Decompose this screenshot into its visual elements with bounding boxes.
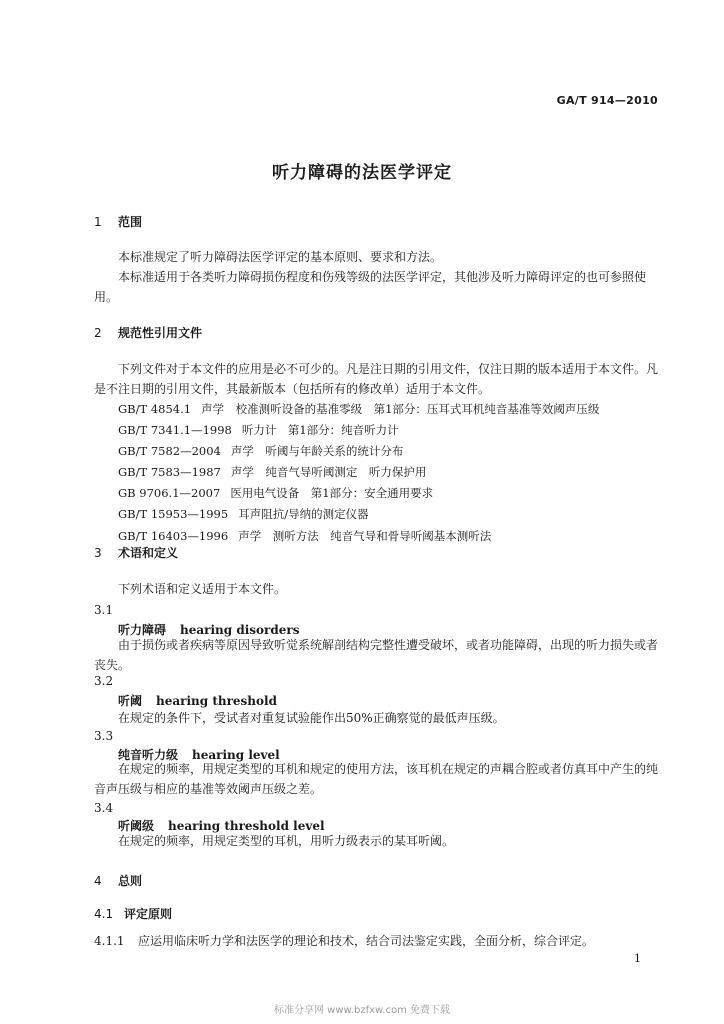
section-title: 规范性引用文件 (118, 326, 203, 340)
term-chinese: 听力障碍 (118, 623, 167, 637)
section-4-heading (94, 872, 142, 889)
section-number: 4 (94, 874, 102, 888)
reference-title: 声学 校准测听设备的基准零级 第1部分：压耳式耳机纯音基准等效阈声压级 (201, 402, 600, 416)
term-english: hearing threshold (156, 694, 277, 708)
section-number: 1 (94, 215, 102, 229)
section-2-para-1: 下列文件对于本文件的应用是必不可少的。凡是注日期的引用文件，仅注日期的版本适用于本文件。凡是不注日期的引用文件，其最新版本（包括所有的修改单）适用于本文件。 (94, 362, 659, 396)
term-heading (118, 692, 277, 709)
clause-item (94, 933, 594, 949)
section-title: 范围 (118, 215, 143, 229)
reference-item (118, 401, 599, 417)
section-1-para-1: 本标准规定了听力障碍法医学评定的基本原则、要求和方法。 (118, 250, 443, 264)
section-3-intro: 下列术语和定义适用于本文件。 (118, 582, 287, 596)
section-2-heading (94, 324, 202, 341)
subsection-heading (94, 905, 172, 922)
term-definition: 由于损伤或者疾病等原因导致听觉系统解剖结构完整性遭受破坏，或者功能障碍，出现的听力损失或者丧失。 (94, 638, 659, 672)
clause-text: 应运用临床听力学和法医学的理论和技术，结合司法鉴定实践，全面分析，综合评定。 (138, 934, 595, 948)
section-number: 3 (94, 546, 102, 560)
reference-code: GB/T 7341.1—1998 (118, 423, 232, 437)
reference-code: GB/T 7583—1987 (118, 465, 221, 479)
reference-title: 声学 听阈与年龄关系的统计分布 (230, 444, 404, 458)
reference-code: GB/T 15953—1995 (118, 507, 229, 521)
document-title: 听力障碍的法医学评定 (272, 163, 452, 183)
section-title: 术语和定义 (118, 546, 179, 560)
term-definition: 在规定的频率，用规定类型的耳机，用听力级表示的某耳听阈。 (118, 834, 455, 848)
term-definition: 在规定的条件下，受试者对重复试验能作出50%正确察觉的最低声压级。 (118, 711, 505, 725)
subsection-number: 4.1 (94, 907, 114, 921)
reference-item (118, 422, 399, 438)
reference-title: 耳声阻抗/导纳的测定仪器 (238, 507, 369, 521)
term-english: hearing level (192, 748, 280, 762)
term-number: 3.2 (94, 674, 114, 688)
subsection-title: 评定原则 (124, 907, 173, 921)
term-english: hearing threshold level (168, 819, 325, 833)
reference-item (118, 464, 426, 480)
section-1-para-2: 本标准适用于各类听力障碍损伤程度和伤残等级的法医学评定，其他涉及听力障碍评定的也可参照使用。 (94, 270, 647, 304)
term-chinese: 纯音听力级 (118, 748, 179, 762)
reference-item (118, 506, 369, 522)
reference-code: GB/T 4854.1 (118, 402, 192, 416)
page-number: 1 (634, 952, 641, 965)
footer-watermark: 标准分享网 www.bzfxw.com 免费下载 (274, 1005, 450, 1016)
reference-title: 医用电气设备 第1部分：安全通用要求 (230, 486, 434, 500)
term-number: 3.1 (94, 603, 114, 617)
reference-item (118, 485, 433, 501)
section-1-heading (94, 213, 142, 230)
document-number: GA/T 914—2010 (556, 94, 658, 107)
clause-number: 4.1.1 (94, 934, 125, 948)
reference-title: 听力计 第1部分：纯音听力计 (241, 423, 399, 437)
reference-title: 声学 纯音气导听阈测定 听力保护用 (230, 465, 427, 479)
term-number: 3.4 (94, 801, 114, 815)
reference-code: GB/T 7582—2004 (118, 444, 221, 458)
reference-item (118, 528, 491, 544)
term-definition: 在规定的频率，用规定类型的耳机和规定的使用方法，该耳机在规定的声耦合腔或者仿真耳中产生的纯音声压级与相应的基准等效阈声压级之差。 (94, 762, 659, 796)
reference-title: 声学 测听方法 纯音气导和骨导听阈基本测听法 (238, 529, 492, 543)
term-number: 3.3 (94, 729, 114, 743)
section-title: 总则 (118, 874, 143, 888)
term-chinese: 听阈级 (118, 819, 155, 833)
term-english: hearing disorders (180, 623, 300, 637)
section-number: 2 (94, 326, 102, 340)
term-chinese: 听阈 (118, 694, 143, 708)
reference-code: GB/T 16403—1996 (118, 529, 229, 543)
section-3-heading (94, 544, 178, 561)
reference-code: GB 9706.1—2007 (118, 486, 221, 500)
reference-item (118, 443, 403, 459)
